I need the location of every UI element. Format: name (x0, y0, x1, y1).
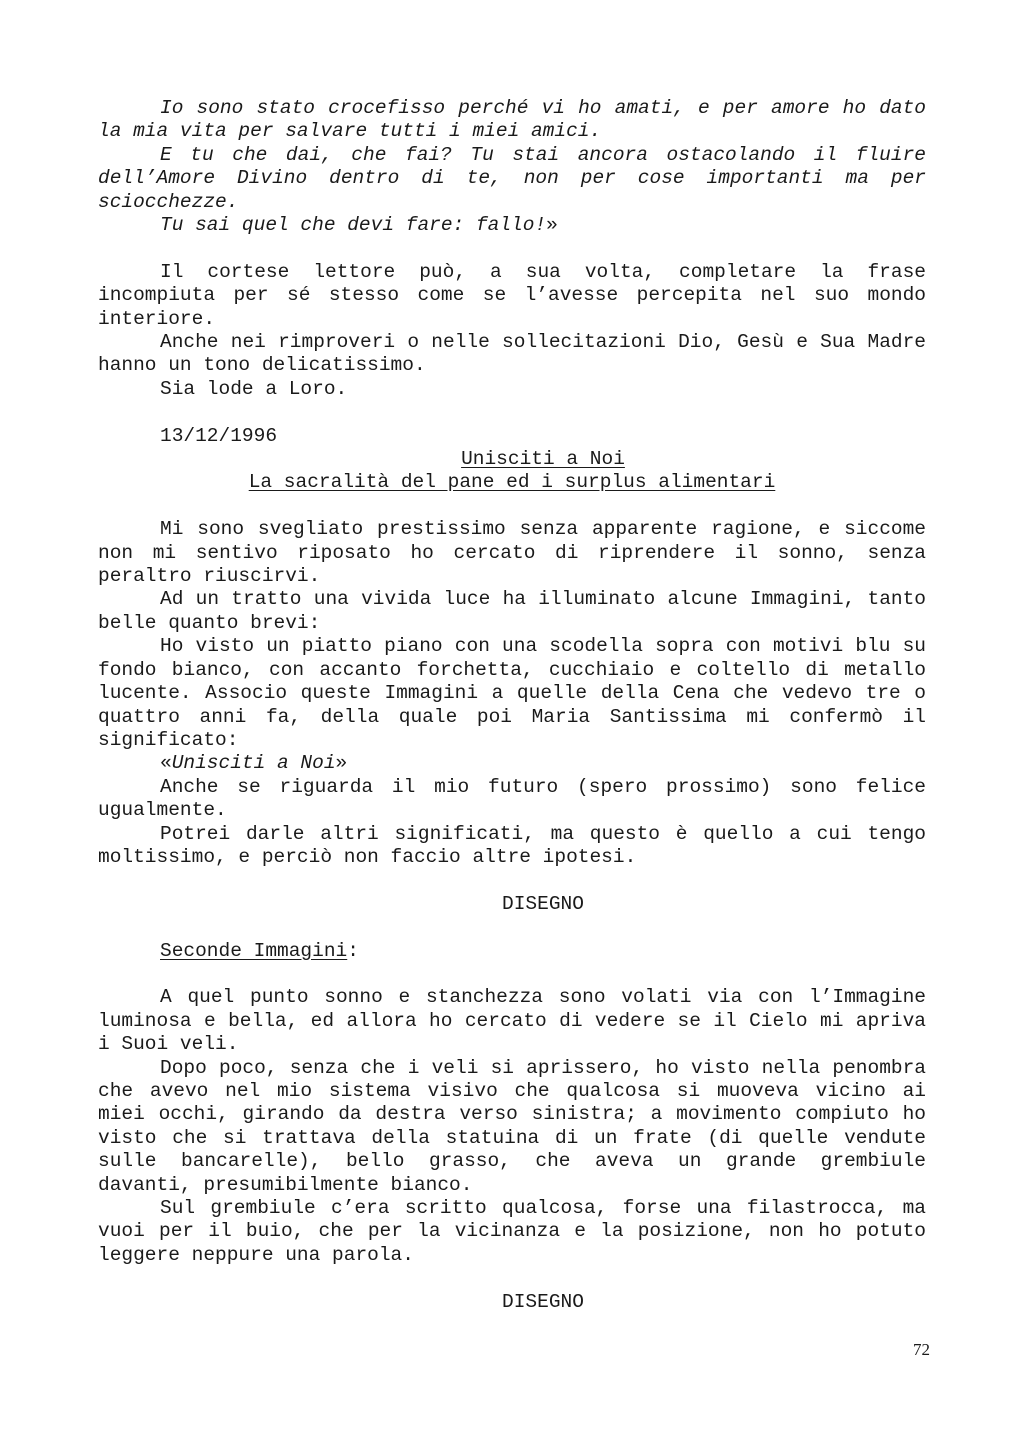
paragraph (98, 214, 926, 237)
closing-quote: » (546, 214, 558, 237)
page-number: 72 (913, 1340, 930, 1359)
document-page (98, 97, 926, 1314)
entry-date: 13/12/1996 (160, 424, 278, 447)
paragraph: Anche nei rimproveri o nelle sollecitazioni Dio, Gesù e Sua Madre hanno un tono delicatissimo. (98, 331, 926, 377)
paragraph: Ho visto un piatto piano con una scodella sopra con motivi blu su fondo bianco, con accanto forchetta, cucchiaio e coltello di metallo lucente. Associo queste Immagini a quelle della Cena che vedevo tre o quattro anni fa, della quale poi Maria Santissima mi confermò il significato: (98, 635, 926, 751)
paragraph: Mi sono svegliato prestissimo senza apparente ragione, e siccome non mi sentivo riposato ho cercato di riprendere il sonno, senza peraltro riuscirvi. (98, 518, 926, 588)
entry-title: Unisciti a Noi (461, 448, 625, 471)
paragraph: Io sono stato crocefisso perché vi ho amati, e per amore ho dato la mia vita per salvare tutti i miei amici. (98, 97, 926, 143)
italic-text: Tu sai quel che devi fare: fallo! (160, 214, 547, 237)
paragraph: Ad un tratto una vivida luce ha illuminato alcune Immagini, tanto belle quanto brevi: (98, 588, 926, 634)
paragraph: Anche se riguarda il mio futuro (spero prossimo) sono felice ugualmente. (98, 775, 926, 822)
paragraph: Sia lode a Loro. (160, 377, 348, 400)
section-heading: Seconde Immagini: (160, 939, 359, 962)
paragraph: Sul grembiule c’era scritto qualcosa, forse una filastrocca, ma vuoi per il buio, che per la vicinanza e la posizione, non ho potuto leggere neppure una parola. (98, 1197, 926, 1266)
paragraph: E tu che dai, che fai? Tu stai ancora ostacolando il fluire dell’Amore Divino dentro di te, non per cose importanti ma per sciocchezze. (98, 143, 926, 213)
paragraph: Potrei darle altri significati, ma questo è quello a cui tengo moltissimo, e perciò non faccio altre ipotesi. (98, 822, 926, 868)
entry-subtitle: La sacralità del pane ed i surplus alimentari (248, 471, 776, 494)
drawing-placeholder: DISEGNO (502, 1290, 584, 1313)
paragraph: Dopo poco, senza che i veli si aprissero, ho visto nella penombra che avevo nel mio sistema visivo che qualcosa si muoveva vicino ai miei occhi, girando da destra verso sinistra; a movimento compiuto ho visto che si trattava della statuina di un frate (di quelle vendute sulle bancarelle), bello grasso, che aveva un grande grembiule davanti, presumibilmente bianco. (98, 1056, 926, 1196)
paragraph: Il cortese lettore può, a sua volta, completare la frase incompiuta per sé stesso come se l’avesse percepita nel suo mondo interiore. (98, 260, 926, 330)
quote-line: «Unisciti a Noi» (160, 752, 348, 775)
paragraph: A quel punto sonno e stanchezza sono volati via con l’Immagine luminosa e bella, ed allora ho cercato di vedere se il Cielo mi apriva i Suoi veli. (98, 986, 926, 1056)
drawing-placeholder: DISEGNO (502, 892, 584, 915)
